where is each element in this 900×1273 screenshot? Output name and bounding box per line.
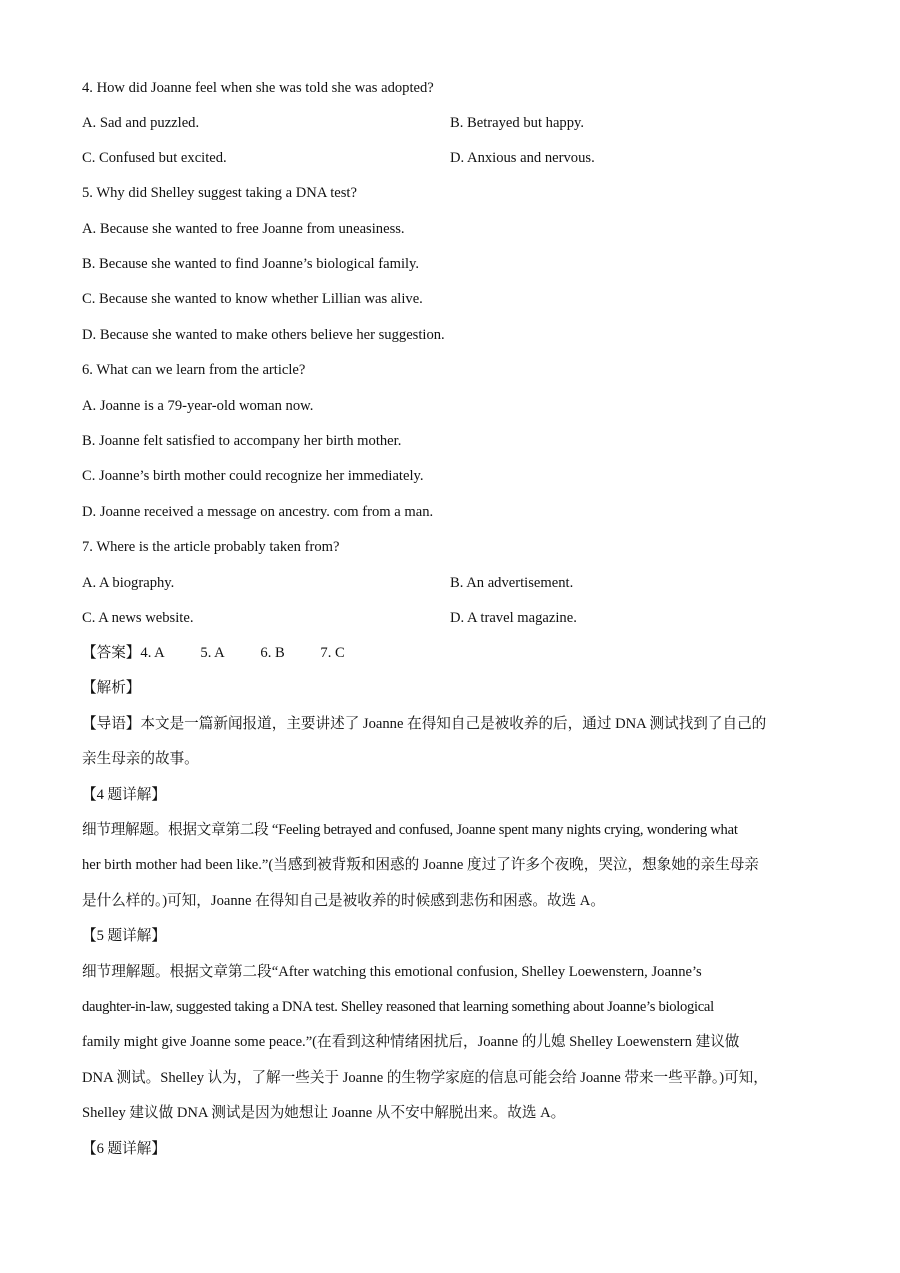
- intro-line: 【导语】本文是一篇新闻报道，主要讲述了 Joanne 在得知自己是被收养的后，通过 DNA 测试找到了自己的: [82, 716, 767, 732]
- question-6-option-c: C. Joanne’s birth mother could recognize her immediately.: [82, 468, 424, 484]
- question-6-stem: 6. What can we learn from the article?: [82, 362, 306, 378]
- question-7-option-a: A. A biography.: [82, 575, 175, 591]
- question-7-option-c: C. A news website.: [82, 610, 194, 626]
- question-4-option-a: A. Sad and puzzled.: [82, 115, 200, 131]
- question-5-option-d: D. Because she wanted to make others believe her suggestion.: [82, 327, 445, 343]
- intro-line: 亲生母亲的故事。: [82, 751, 199, 767]
- detail-5-line: Shelley 建议做 DNA 测试是因为她想让 Joanne 从不安中解脱出来。故选 A。: [82, 1105, 566, 1121]
- detail-6-heading: 【6 题详解】: [82, 1141, 166, 1157]
- question-4-option-c: C. Confused but excited.: [82, 150, 227, 166]
- answer-item: 5. A: [200, 645, 225, 661]
- question-7-option-b: B. An advertisement.: [450, 575, 574, 591]
- question-6-option-b: B. Joanne felt satisfied to accompany her birth mother.: [82, 433, 402, 449]
- detail-4-line: 细节理解题。根据文章第二段 “Feeling betrayed and confused, Joanne spent many nights crying, wondering what: [82, 822, 738, 838]
- detail-5-line: family might give Joanne some peace.”(在看到这种情绪困扰后，Joanne 的儿媳 Shelley Loewenstern 建议做: [82, 1034, 740, 1050]
- detail-5-line: daughter-in-law, suggested taking a DNA test. Shelley reasoned that learning something about Joanne’s biological: [82, 999, 714, 1015]
- question-5-option-b: B. Because she wanted to find Joanne’s biological family.: [82, 256, 420, 272]
- question-4-option-b: B. Betrayed but happy.: [450, 115, 585, 131]
- question-7-stem: 7. Where is the article probably taken from?: [82, 539, 340, 555]
- detail-5-line: DNA 测试。Shelley 认为，了解一些关于 Joanne 的生物学家庭的信息可能会给 Joanne 带来一些平静。)可知，: [82, 1070, 768, 1086]
- answer-line: [82, 644, 345, 662]
- analysis-label: 【解析】: [82, 680, 141, 696]
- answer-item: 7. C: [320, 645, 345, 661]
- question-6-option-d: D. Joanne received a message on ancestry. com from a man.: [82, 504, 434, 520]
- question-5-option-c: C. Because she wanted to know whether Lillian was alive.: [82, 291, 423, 307]
- answer-label: 【答案】: [82, 645, 141, 661]
- detail-5-line: 细节理解题。根据文章第二段“After watching this emotional confusion, Shelley Loewenstern, Joanne’s: [82, 964, 702, 980]
- detail-5-heading: 【5 题详解】: [82, 928, 166, 944]
- answer-item: 4. A: [140, 645, 165, 661]
- detail-4-heading: 【4 题详解】: [82, 787, 166, 803]
- question-4-stem: 4. How did Joanne feel when she was told she was adopted?: [82, 80, 434, 96]
- question-6-option-a: A. Joanne is a 79-year-old woman now.: [82, 398, 314, 414]
- detail-4-line: her birth mother had been like.”(当感到被背叛和困惑的 Joanne 度过了许多个夜晚，哭泣，想象她的亲生母亲: [82, 857, 759, 873]
- answer-item: 6. B: [260, 645, 285, 661]
- question-7-option-d: D. A travel magazine.: [450, 610, 577, 626]
- question-5-option-a: A. Because she wanted to free Joanne from uneasiness.: [82, 221, 405, 237]
- detail-4-line: 是什么样的。)可知，Joanne 在得知自己是被收养的时候感到悲伤和困惑。故选 A。: [82, 893, 605, 909]
- question-5-stem: 5. Why did Shelley suggest taking a DNA test?: [82, 185, 357, 201]
- question-4-option-d: D. Anxious and nervous.: [450, 150, 595, 166]
